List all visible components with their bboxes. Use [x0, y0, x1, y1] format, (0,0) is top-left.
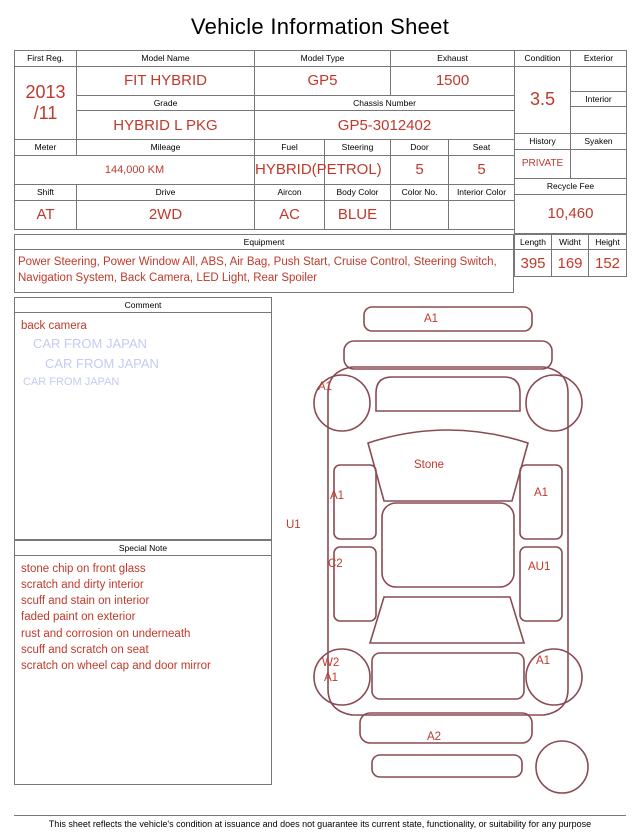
table-row: [515, 194, 627, 233]
exterior-value: [571, 66, 627, 91]
interior-label: Interior: [571, 91, 627, 107]
table-row: [515, 134, 627, 150]
exhaust-label: Exhaust: [391, 51, 515, 67]
special-note-line: rust and corrosion on underneath: [21, 627, 191, 640]
chassis-label: Chassis Number: [255, 95, 515, 111]
watermark-line-3: CAR FROM JAPAN: [23, 375, 120, 388]
length-label: Length: [515, 234, 552, 250]
mileage-label: Mileage: [77, 140, 255, 156]
syaken-label: Syaken: [571, 134, 627, 150]
mark-a1-left-rear: A1: [324, 671, 339, 684]
equipment-title: Equipment: [15, 234, 514, 249]
side-info-table-wrap: [514, 50, 626, 234]
table-row: [15, 51, 515, 67]
height-label: Height: [589, 234, 627, 250]
special-note-line: scuff and scratch on seat: [21, 644, 149, 657]
model-name-label: Model Name: [77, 51, 255, 67]
interior-value: [571, 107, 627, 134]
comment-text: back camera: [21, 319, 87, 332]
table-row: [15, 111, 515, 140]
special-note-line: stone chip on front glass: [21, 562, 146, 575]
history-value: PRIVATE: [515, 149, 571, 178]
comment-title: Comment: [14, 297, 272, 312]
fuel-label: Fuel: [255, 140, 325, 156]
table-row: [15, 95, 515, 111]
mark-stone-hood: Stone: [414, 458, 445, 471]
comment-box: [14, 312, 272, 540]
special-note-box: [14, 555, 272, 785]
equipment-text: Power Steering, Power Window All, ABS, Air Bag, Push Start, Cruise Control, Steering Switch, Navigation System, Back Camera, LED Light, Rear Spoiler: [15, 249, 514, 292]
table-row: [15, 234, 514, 249]
vehicle-damage-diagram: [272, 297, 622, 797]
page-title: Vehicle Information Sheet: [190, 14, 450, 39]
special-note-line: scratch and dirty interior: [21, 578, 144, 591]
syaken-value: [571, 149, 627, 178]
table-row: [515, 51, 627, 67]
steering-label: Steering: [325, 140, 391, 156]
mark-a1-right-mid: A1: [534, 486, 549, 499]
vehicle-outline-svg: [272, 297, 622, 797]
exhaust-value: 1500: [391, 66, 515, 95]
dimensions-wrap: [514, 234, 626, 293]
model-type-value: GP5: [255, 66, 391, 95]
recycle-fee-value: 10,460: [515, 194, 627, 233]
model-type-label: Model Type: [255, 51, 391, 67]
dimensions-table: [514, 234, 627, 278]
width-value: 169: [552, 250, 589, 277]
equipment-wrap: [14, 234, 514, 293]
recycle-fee-label: Recycle Fee: [515, 178, 627, 194]
table-row: [15, 184, 515, 200]
equipment-block: [14, 234, 626, 293]
fuel-value: HYBRID(PETROL): [255, 155, 325, 184]
lower-block: [14, 297, 626, 797]
model-name-value: FIT HYBRID: [77, 66, 255, 95]
grade-value: HYBRID L PKG: [77, 111, 255, 140]
door-value: 5: [391, 155, 449, 184]
mark-w2-left-rear: W2: [322, 656, 340, 669]
table-row: [515, 234, 627, 250]
top-info-block: [14, 50, 626, 234]
mark-a1-front: A1: [424, 312, 439, 325]
table-row: [515, 149, 627, 178]
mark-c2-center: C2: [328, 557, 343, 570]
interior-color-value: [449, 200, 515, 229]
exterior-label: Exterior: [571, 51, 627, 67]
table-row: [15, 200, 515, 229]
side-info-table: [514, 50, 627, 234]
shift-label: Shift: [15, 184, 77, 200]
body-color-label: Body Color: [325, 184, 391, 200]
special-note-line: scuff and stain on interior: [21, 595, 150, 608]
first-reg-value: 2013 /11: [15, 66, 77, 140]
footer-disclaimer: This sheet reflects the vehicle's condition at issuance and does not guarantee its current state, functionality, or suitability for any purpose: [14, 815, 626, 829]
first-reg-label: First Reg.: [15, 51, 77, 67]
shift-value: AT: [15, 200, 77, 229]
main-info-table: [14, 50, 515, 230]
seat-label: Seat: [449, 140, 515, 156]
color-no-label: Color No.: [391, 184, 449, 200]
right-column: [272, 297, 622, 797]
main-info-table-wrap: [14, 50, 514, 234]
watermark-line-1: CAR FROM JAPAN: [33, 335, 147, 351]
history-label: History: [515, 134, 571, 150]
mark-a1-left-front: A1: [318, 380, 333, 393]
mileage-value: 144,000 KM: [15, 155, 255, 184]
width-label: Widht: [552, 234, 589, 250]
table-row: [15, 66, 515, 95]
equipment-table: [14, 234, 514, 293]
special-note-line: faded paint on exterior: [21, 611, 136, 624]
chassis-value: GP5-3012402: [255, 111, 515, 140]
aircon-label: Aircon: [255, 184, 325, 200]
mark-u1-left: U1: [286, 518, 301, 531]
special-note-title: Special Note: [14, 540, 272, 555]
condition-value: 3.5: [515, 66, 571, 134]
table-row: [515, 250, 627, 277]
body-color-value: BLUE: [325, 200, 391, 229]
watermark-line-2: CAR FROM JAPAN: [45, 355, 159, 371]
special-note-line: scratch on wheel cap and door mirror: [21, 660, 211, 673]
door-label: Door: [391, 140, 449, 156]
mark-a1-left-mid: A1: [330, 489, 345, 502]
drive-label: Drive: [77, 184, 255, 200]
drive-value: 2WD: [77, 200, 255, 229]
condition-label: Condition: [515, 51, 571, 67]
interior-color-label: Interior Color: [449, 184, 515, 200]
table-row: [515, 178, 627, 194]
table-row: [515, 66, 627, 91]
mark-a1-right-rear: A1: [536, 654, 551, 667]
length-value: 395: [515, 250, 552, 277]
seat-value: 5: [449, 155, 515, 184]
mark-a2-rear: A2: [427, 730, 442, 743]
mark-au1-right: AU1: [528, 560, 551, 573]
table-row: [15, 155, 515, 184]
table-row: [15, 140, 515, 156]
meter-label: Meter: [15, 140, 77, 156]
aircon-value: AC: [255, 200, 325, 229]
height-value: 152: [589, 250, 627, 277]
left-column: [14, 297, 272, 797]
grade-label: Grade: [77, 95, 255, 111]
table-row: [15, 249, 514, 292]
color-no-value: [391, 200, 449, 229]
